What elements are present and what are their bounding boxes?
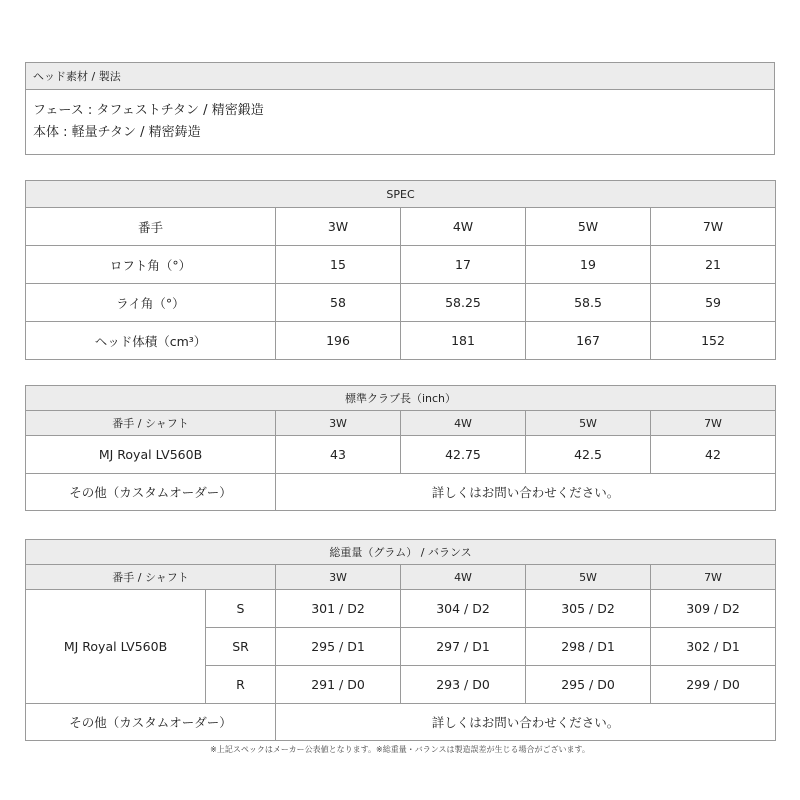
- weight-cell: 309 / D2: [651, 590, 776, 628]
- spec-cell: 4W: [401, 208, 526, 246]
- weight-cell: 293 / D0: [401, 666, 526, 704]
- spec-cell: 152: [651, 322, 776, 360]
- weight-cell: 304 / D2: [401, 590, 526, 628]
- weight-cell: 291 / D0: [276, 666, 401, 704]
- footnote: ※上記スペックはメーカー公表値となります。※総重量・バランスは製造誤差が生じる場合がございます。: [210, 745, 590, 754]
- weight-cell: 295 / D1: [276, 628, 401, 666]
- length-col-header: 4W: [401, 411, 526, 436]
- length-head-label: 番手 / シャフト: [26, 411, 276, 436]
- material-face: フェース : タフェストチタン / 精密鍛造: [33, 103, 264, 118]
- weight-other-label: その他（カスタムオーダー）: [26, 704, 276, 741]
- spec-cell: 15: [276, 246, 401, 284]
- material-header: ヘッド素材 / 製法: [26, 63, 775, 90]
- weight-head-label: 番手 / シャフト: [26, 565, 276, 590]
- spec-cell: 21: [651, 246, 776, 284]
- spec-cell: 196: [276, 322, 401, 360]
- material-table: [25, 62, 775, 155]
- weight-flex: S: [206, 590, 276, 628]
- length-cell: 42.75: [401, 436, 526, 474]
- spec-row-label: ライ角（°）: [26, 284, 276, 322]
- spec-table: [25, 180, 776, 360]
- spec-cell: 58.25: [401, 284, 526, 322]
- length-cell: 43: [276, 436, 401, 474]
- weight-col-header: 4W: [401, 565, 526, 590]
- length-table: [25, 385, 776, 511]
- spec-cell: 167: [526, 322, 651, 360]
- length-other-text: 詳しくはお問い合わせください。: [276, 474, 776, 511]
- spec-cell: 5W: [526, 208, 651, 246]
- spec-cell: 58: [276, 284, 401, 322]
- spec-title: SPEC: [26, 181, 776, 208]
- spec-row-label: 番手: [26, 208, 276, 246]
- spec-cell: 59: [651, 284, 776, 322]
- weight-cell: 302 / D1: [651, 628, 776, 666]
- weight-col-header: 5W: [526, 565, 651, 590]
- weight-cell: 297 / D1: [401, 628, 526, 666]
- length-cell: 42: [651, 436, 776, 474]
- length-col-header: 5W: [526, 411, 651, 436]
- weight-title: 総重量（グラム） / バランス: [26, 540, 776, 565]
- spec-cell: 3W: [276, 208, 401, 246]
- length-shaft-name: MJ Royal LV560B: [26, 436, 276, 474]
- length-title: 標準クラブ長（inch）: [26, 386, 776, 411]
- weight-cell: 295 / D0: [526, 666, 651, 704]
- material-body: [26, 90, 775, 155]
- weight-other-text: 詳しくはお問い合わせください。: [276, 704, 776, 741]
- weight-table: [25, 539, 776, 741]
- spec-cell: 19: [526, 246, 651, 284]
- weight-cell: 298 / D1: [526, 628, 651, 666]
- weight-flex: SR: [206, 628, 276, 666]
- weight-cell: 301 / D2: [276, 590, 401, 628]
- spec-cell: 58.5: [526, 284, 651, 322]
- spec-row-label: ヘッド体積（cm³）: [26, 322, 276, 360]
- weight-col-header: 7W: [651, 565, 776, 590]
- length-col-header: 7W: [651, 411, 776, 436]
- spec-cell: 181: [401, 322, 526, 360]
- spec-row-label: ロフト角（°）: [26, 246, 276, 284]
- length-col-header: 3W: [276, 411, 401, 436]
- weight-col-header: 3W: [276, 565, 401, 590]
- material-body-text: 本体 : 軽量チタン / 精密鋳造: [33, 125, 201, 140]
- weight-cell: 299 / D0: [651, 666, 776, 704]
- length-cell: 42.5: [526, 436, 651, 474]
- spec-cell: 17: [401, 246, 526, 284]
- length-other-label: その他（カスタムオーダー）: [26, 474, 276, 511]
- weight-shaft-name: MJ Royal LV560B: [26, 590, 206, 704]
- weight-cell: 305 / D2: [526, 590, 651, 628]
- weight-flex: R: [206, 666, 276, 704]
- spec-cell: 7W: [651, 208, 776, 246]
